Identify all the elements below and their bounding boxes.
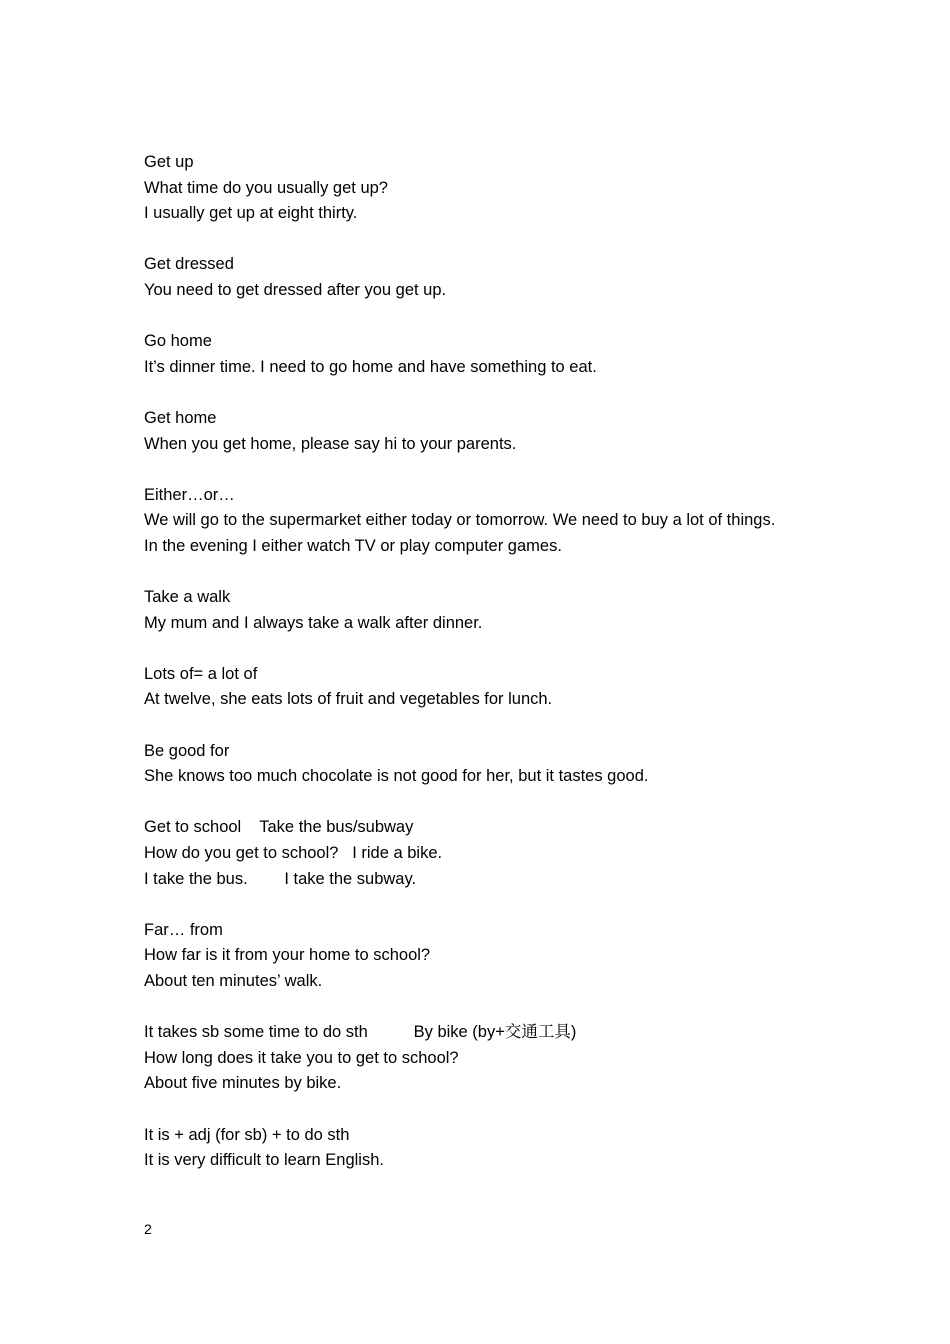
example-sentence: You need to get dressed after you get up. [144, 280, 447, 299]
section-it-is-adj [144, 1123, 804, 1174]
section-get-home [144, 406, 804, 457]
example-sentence: In the evening I either watch TV or play computer games. [144, 536, 562, 555]
section-it-takes [144, 1020, 804, 1097]
example-sentence: I usually get up at eight thirty. [144, 204, 358, 223]
example-sentence: We will go to the supermarket either today or tomorrow. We need to buy a lot of things. [144, 511, 776, 530]
page-number: 2 [144, 1221, 152, 1237]
section-heading: Get dressed [144, 255, 234, 274]
section-go-home [144, 329, 804, 380]
document-body [144, 150, 804, 1199]
section-take-a-walk [144, 585, 804, 636]
section-heading: Either…or… [144, 485, 235, 504]
section-heading: Get up [144, 153, 194, 171]
section-either-or [144, 483, 804, 560]
example-sentence: How far is it from your home to school? [144, 946, 431, 965]
example-sentence: At twelve, she eats lots of fruit and vegetables for lunch. [144, 690, 553, 709]
section-heading: It takes sb some time to do sth By bike (by+交通工具) [144, 1023, 577, 1042]
section-heading: Get to school Take the bus/subway [144, 818, 414, 837]
section-get-to-school [144, 815, 804, 892]
section-heading: Lots of= a lot of [144, 664, 258, 683]
section-heading: Go home [144, 332, 212, 351]
section-heading: It is + adj (for sb) + to do sth [144, 1125, 350, 1144]
example-sentence: About ten minutes’ walk. [144, 972, 323, 990]
example-sentence: About five minutes by bike. [144, 1074, 342, 1093]
example-sentence: When you get home, please say hi to your parents. [144, 434, 517, 453]
example-sentence: I take the bus. I take the subway. [144, 869, 417, 888]
section-heading: Take a walk [144, 588, 231, 607]
section-heading: Be good for [144, 741, 230, 760]
example-sentence: It is very difficult to learn English. [144, 1151, 384, 1170]
example-sentence: She knows too much chocolate is not good for her, but it tastes good. [144, 767, 649, 786]
example-sentence: My mum and I always take a walk after dinner. [144, 613, 483, 632]
section-get-dressed [144, 252, 804, 303]
section-lots-of [144, 662, 804, 713]
section-get-up [144, 150, 804, 227]
example-sentence: It’s dinner time. I need to go home and have something to eat. [144, 357, 597, 376]
section-be-good-for [144, 739, 804, 790]
section-heading: Get home [144, 408, 217, 427]
section-far-from [144, 918, 804, 995]
example-sentence: How do you get to school? I ride a bike. [144, 844, 443, 863]
example-sentence: What time do you usually get up? [144, 178, 388, 197]
example-sentence: How long does it take you to get to school? [144, 1048, 459, 1067]
section-heading: Far… from [144, 920, 223, 939]
